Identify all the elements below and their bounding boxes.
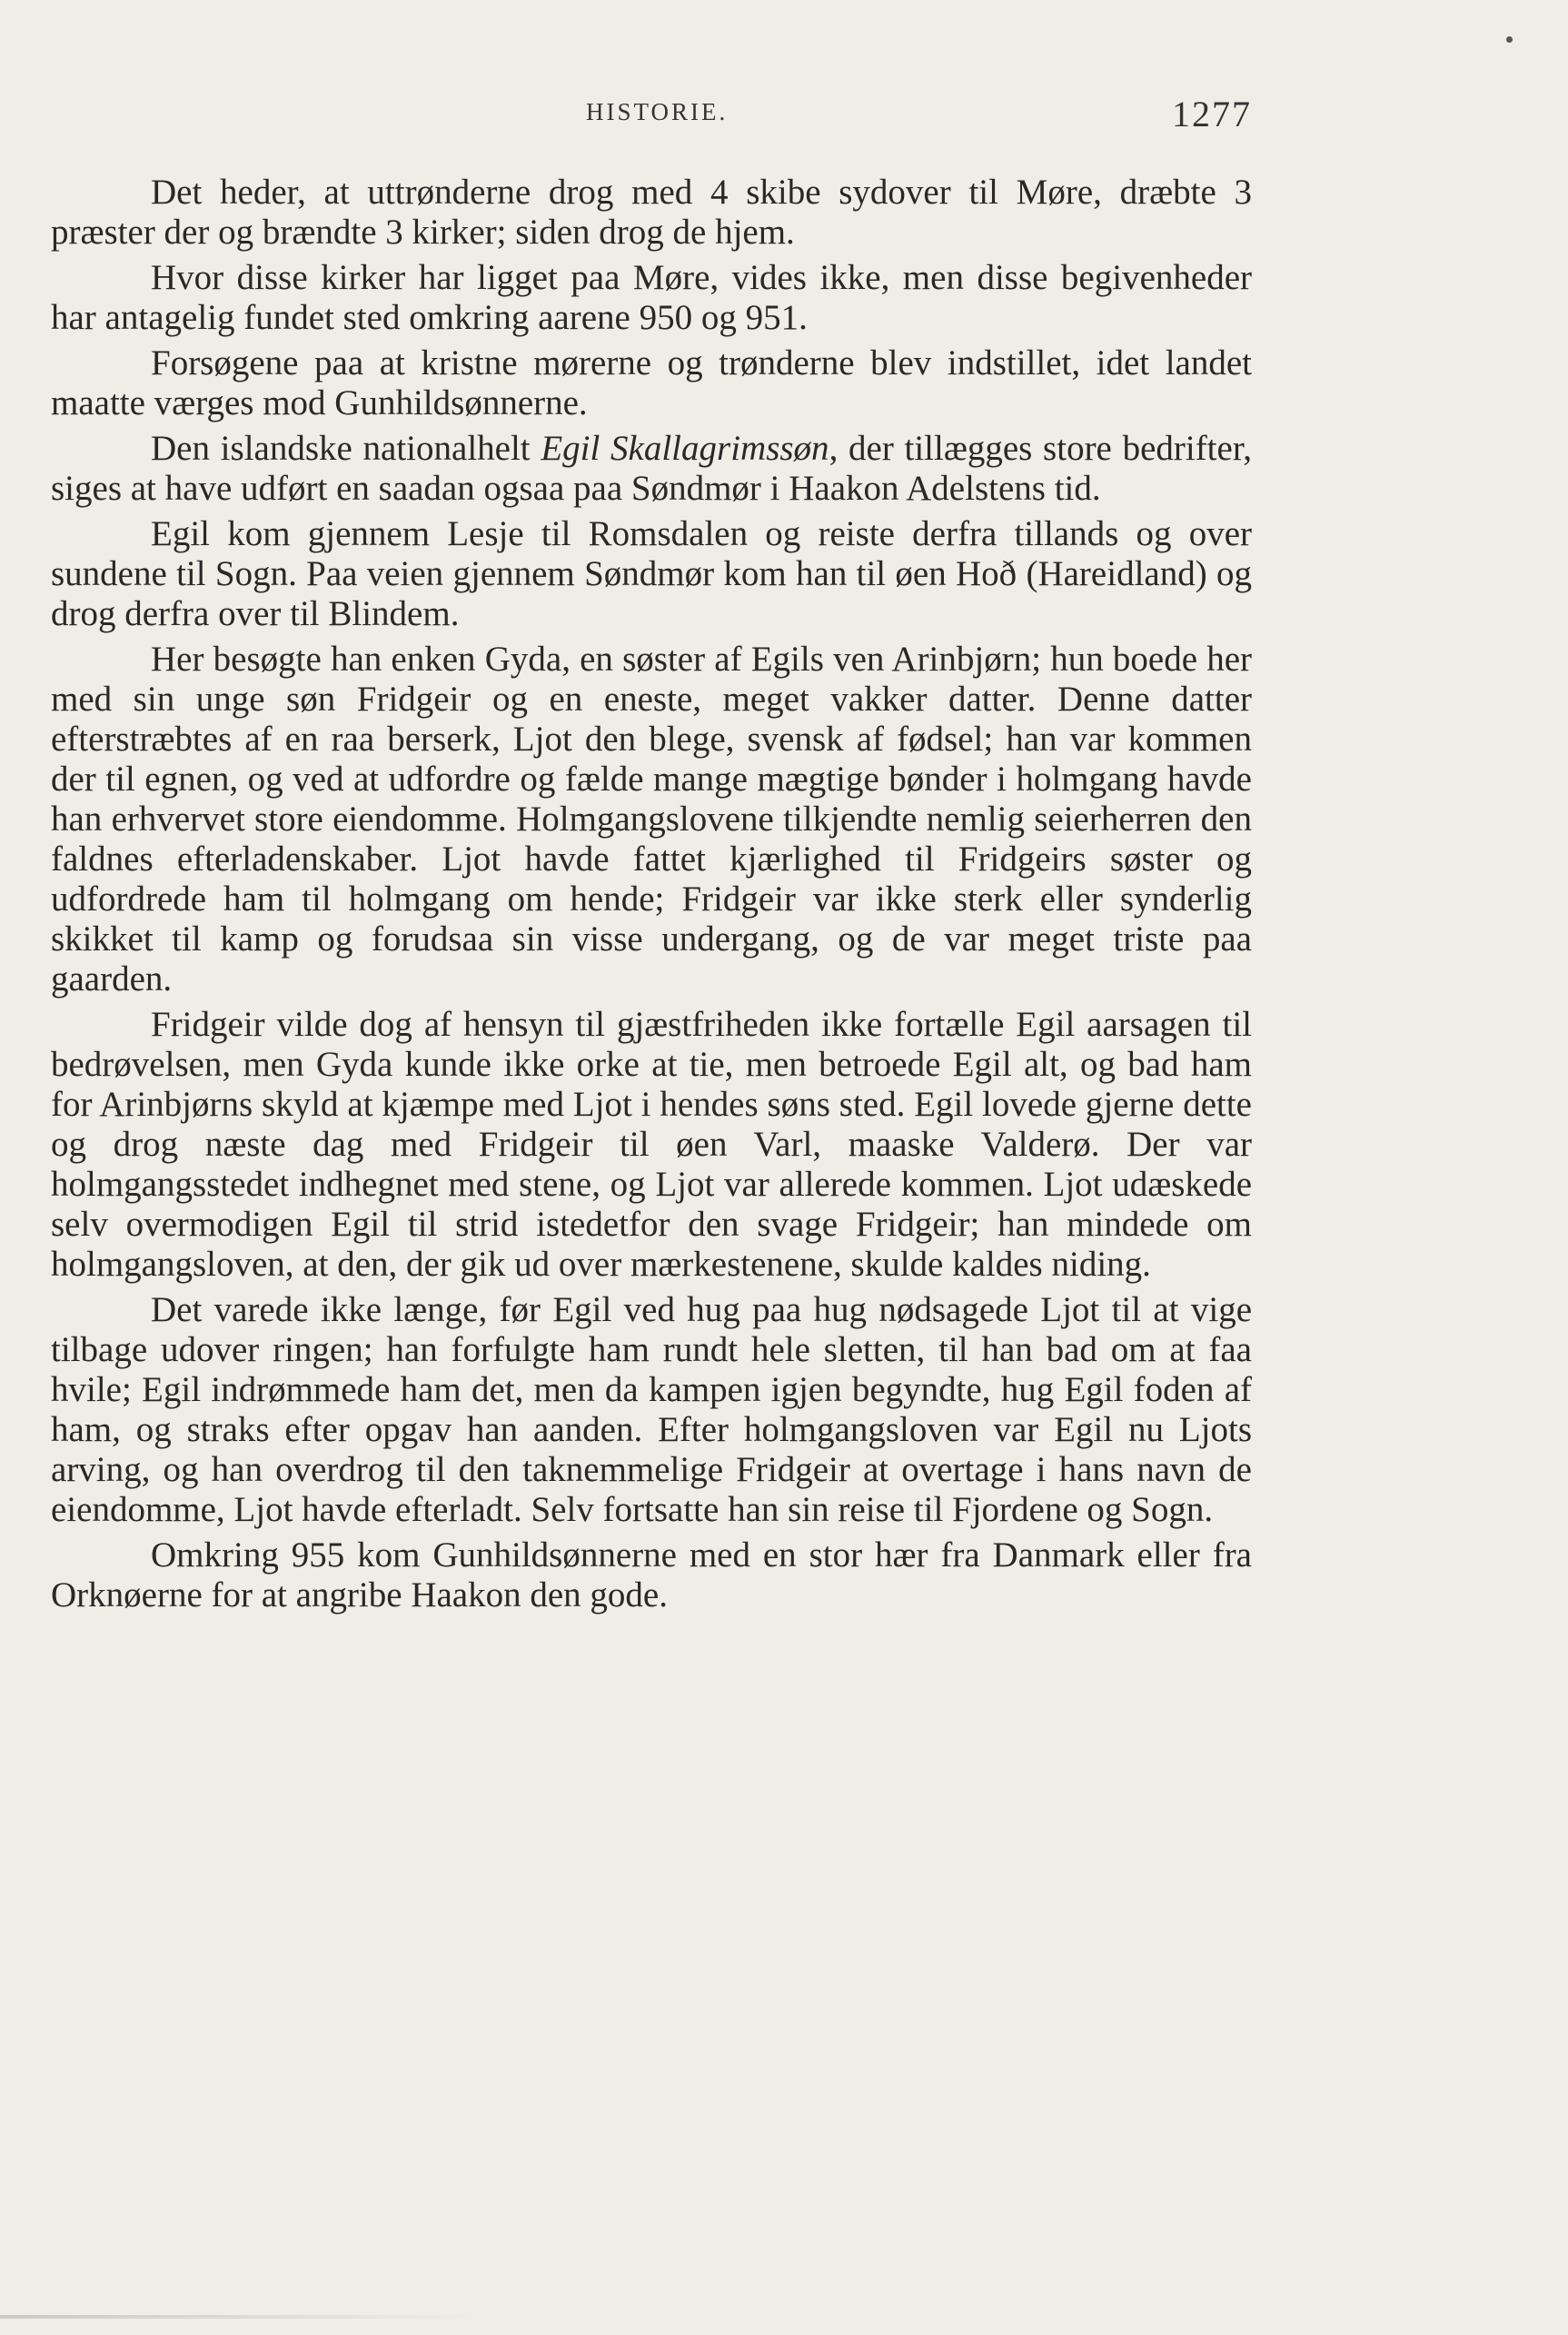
paragraph	[51, 429, 1252, 509]
paragraph-text: Den islandske nationalhelt	[151, 429, 541, 468]
page-edge-shadow	[0, 2315, 491, 2319]
paragraph: Egil kom gjennem Lesje til Romsdalen og reiste derfra tillands og over sundene til Sogn. Paa veien gjennem Søndmør kom han til øen Hoð (Hareidland) og drog derfra over til Blindem.	[51, 514, 1252, 633]
page-number: 1277	[1172, 94, 1252, 134]
running-title: HISTORIE.	[586, 98, 729, 125]
ink-speck	[1506, 36, 1513, 43]
person-name-italic: Egil Skallagrimssøn	[541, 429, 829, 468]
paragraph: Her besøgte han enken Gyda, en søster af Egils ven Arinbjørn; hun boede her med sin unge søn Fridgeir og en eneste, meget vakker datter. Denne datter efterstræbtes af en raa berserk, Ljot den blege, svensk af fødsel; han var kommen der til egnen, og ved at udfordre og fælde mange mægtige bønder i holmgang havde han erhvervet store eiendomme. Holmgangslovene tilkjendte nemlig seierherren den faldnes efterladenskaber. Ljot havde fattet kjærlighed til Fridgeirs søster og udfordrede ham til holmgang om hende; Fridgeir var ikke sterk eller synderlig skikket til kamp og forudsaa sin visse undergang, og de var meget triste paa gaarden.	[51, 640, 1252, 999]
paragraph: Hvor disse kirker har ligget paa Møre, vides ikke, men disse begivenheder har antagelig fundet sted omkring aarene 950 og 951.	[51, 258, 1252, 337]
running-head	[0, 94, 1568, 144]
paragraph: Omkring 955 kom Gunhildsønnerne med en stor hær fra Danmark eller fra Orknøerne for at angribe Haakon den gode.	[51, 1535, 1252, 1615]
paragraph: Fridgeir vilde dog af hensyn til gjæstfriheden ikke fortælle Egil aarsagen til bedrøvelsen, men Gyda kunde ikke orke at tie, men betroede Egil alt, og bad ham for Arinbjørns skyld at kjæmpe med Ljot i hendes søns sted. Egil lovede gjerne dette og drog næste dag med Fridgeir til øen Varl, maaske Valderø. Der var holmgangsstedet indhegnet med stene, og Ljot var allerede kommen. Ljot udæskede selv overmodigen Egil til strid istedetfor den svage Fridgeir; han mindede om holmgangsloven, at den, der gik ud over mærkestenene, skulde kaldes niding.	[51, 1005, 1252, 1284]
paragraph: Forsøgene paa at kristne mørerne og trønderne blev indstillet, idet landet maatte værges mod Gunhildsønnerne.	[51, 343, 1252, 422]
paragraph: Det heder, at uttrønderne drog med 4 skibe sydover til Møre, dræbte 3 præster der og brændte 3 kirker; siden drog de hjem.	[51, 173, 1252, 252]
paragraph: Det varede ikke længe, før Egil ved hug paa hug nødsagede Ljot til at vige tilbage udover ringen; han forfulgte ham rundt hele sletten, til han bad om at faa hvile; Egil indrømmede ham det, men da kampen igjen begyndte, hug Egil foden af ham, og straks efter opgav han aanden. Efter holmgangsloven var Egil nu Ljots arving, og han overdrog til den taknemmelige Fridgeir at overtage i hans navn de eiendomme, Ljot havde efterladt. Selv fortsatte han sin reise til Fjordene og Sogn.	[51, 1290, 1252, 1529]
paragraph-text: , der tillægges store bedrifter, siges at have udført en saadan ogsaa paa Søndmør i Haakon Adelstens tid.	[51, 429, 1253, 508]
body-text	[51, 173, 1252, 1621]
